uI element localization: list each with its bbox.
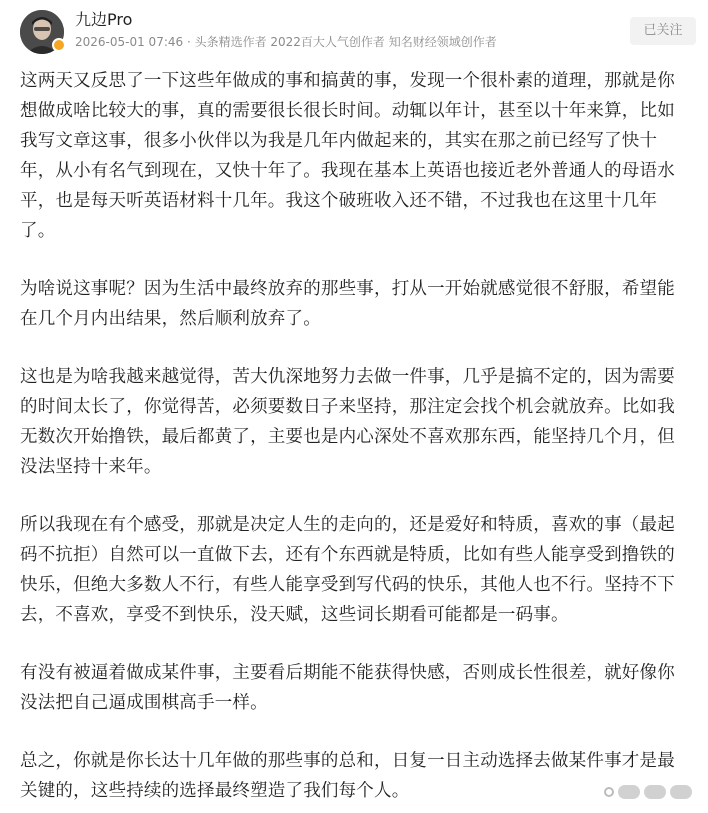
article-paragraph: 总之，你就是你长达十几年做的那些事的总和，日复一日主动选择去做某件事才是最关键的，这些持续的选择最终塑造了我们每个人。: [20, 751, 675, 801]
follow-button[interactable]: 已关注: [630, 17, 696, 45]
author-name[interactable]: 九边Pro: [75, 10, 133, 29]
article-body: [20, 66, 690, 813]
article-paragraph: 这两天又反思了一下这些年做成的事和搞黄的事，发现一个很朴素的道理，那就是你想做成啥比较大的事，真的需要很长很长时间。动辄以年计，甚至以十年来算，比如我写文章这事，很多小伙伴以为我是几年内做起来的，其实在那之前已经写了快十年，从小有名气到现在，又快十年了。我现在基本上英语也接近老外普通人的母语水平，也是每天听英语材料十几年。我这个破班收入还不错，不过我也在这里十几年了。: [20, 71, 675, 241]
article-paragraph: 所以我现在有个感受，那就是决定人生的走向的，还是爱好和特质，喜欢的事（最起码不抗拒）自然可以一直做下去，还有个东西就是特质，比如有些人能享受到撸铁的快乐，但绝大多数人不行，有些人能享受到写代码的快乐，其他人也不行。坚持不下去，不喜欢，享受不到快乐，没天赋，这些词长期看可能都是一码事。: [20, 515, 675, 625]
article-paragraph: 有没有被逼着做成某件事，主要看后期能不能获得快感，否则成长性很差，就好像你没法把自己逼成围棋高手一样。: [20, 663, 675, 713]
post-meta: 2026-05-01 07:46 · 头条精选作者 2022百大人气创作者 知名财经领域创作者: [75, 35, 497, 49]
platform-watermark: [594, 783, 696, 801]
watermark-logo-icon: [604, 787, 614, 797]
verified-badge-icon: [52, 38, 66, 52]
watermark-glyph-icon: [618, 785, 640, 799]
author-header: [0, 0, 708, 62]
watermark-glyph-icon: [644, 785, 666, 799]
watermark-glyph-icon: [670, 785, 692, 799]
article-paragraph: 这也是为啥我越来越觉得，苦大仇深地努力去做一件事，几乎是搞不定的，因为需要的时间太长了，你觉得苦，必须要数日子来坚持，那注定会找个机会就放弃。比如我无数次开始撸铁，最后都黄了，主要也是内心深处不喜欢那东西，能坚持几个月，但没法坚持十来年。: [20, 367, 675, 477]
article-paragraph: 为啥说这事呢？因为生活中最终放弃的那些事，打从一开始就感觉很不舒服，希望能在几个月内出结果，然后顺利放弃了。: [20, 279, 675, 329]
